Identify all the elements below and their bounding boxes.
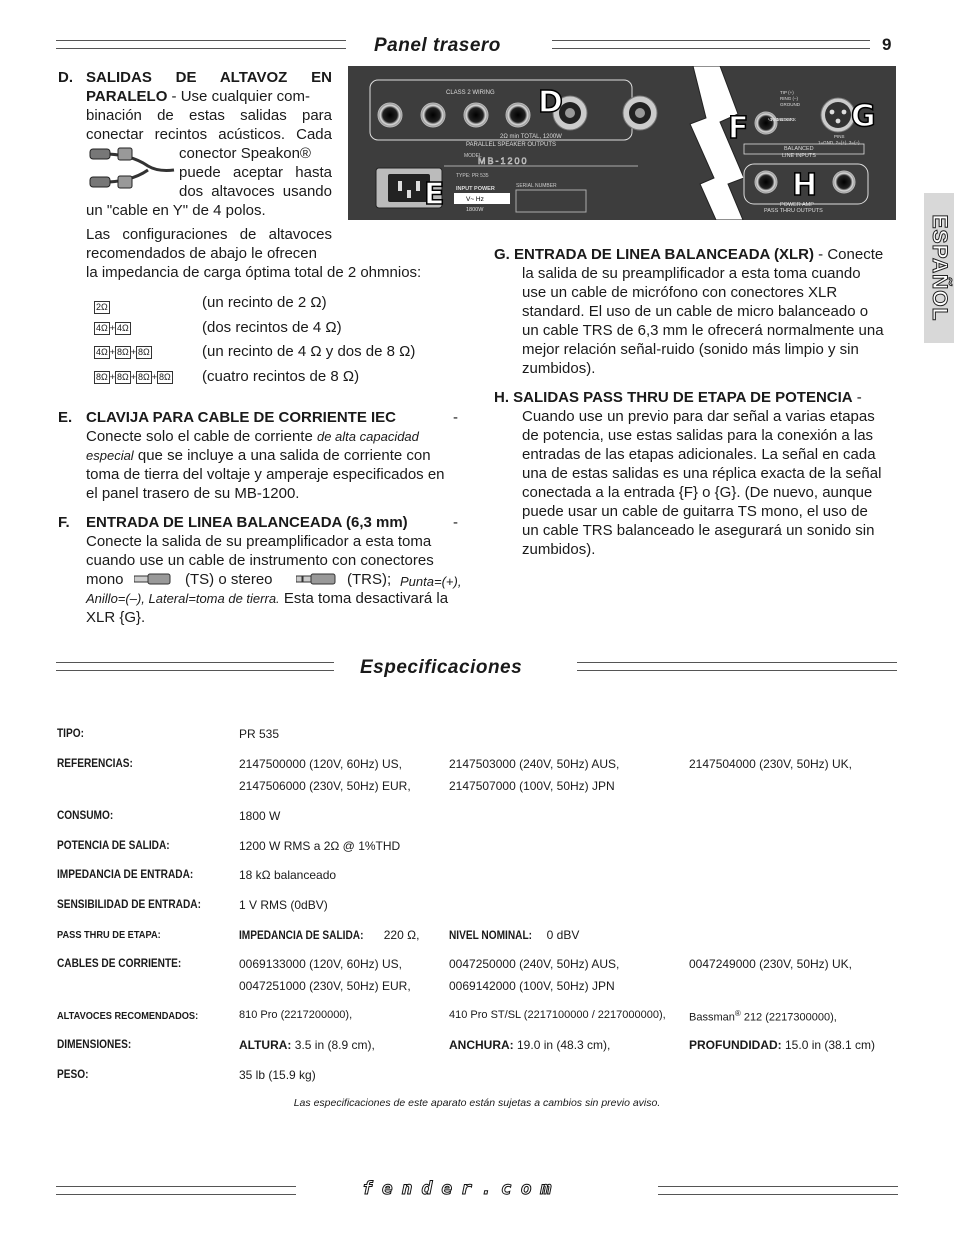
section-g-line1 bbox=[494, 245, 883, 264]
speaker-out-label: PARALLEL SPEAKER OUTPUTS bbox=[466, 142, 557, 148]
spec-label-cables: CABLES DE CORRIENTE: bbox=[57, 958, 182, 970]
section-e-text-1b: de alta capacidad bbox=[316, 429, 419, 444]
callout-g: G bbox=[851, 99, 876, 134]
volts-label: V~ Hz bbox=[466, 196, 484, 203]
section-h-text-2: de potencia, use estas salidas para la conexión a las bbox=[522, 427, 874, 444]
footer-rule-left-bottom bbox=[56, 1194, 296, 1195]
section-d-text-6: dos altavoces usando bbox=[179, 183, 332, 200]
spec-passthru-c1-value: 220 Ω, bbox=[380, 928, 420, 942]
section-d-text-1: - Use cualquier com- bbox=[167, 88, 310, 105]
power-amp-label: POWER AMP bbox=[780, 202, 814, 208]
section-d-text-7: un "cable en Y" de 4 polos. bbox=[86, 202, 266, 219]
ohm-icon: 2Ω bbox=[96, 302, 108, 312]
section-h-line1 bbox=[494, 388, 862, 407]
spec-ref-c2a: 2147503000 (240V, 50Hz) AUS, bbox=[449, 757, 620, 771]
section-f-text-3a: mono bbox=[86, 571, 124, 588]
stereo-plug-icon bbox=[296, 572, 342, 590]
spec-value-sensibilidad: 1 V RMS (0dBV) bbox=[239, 898, 328, 912]
config-icons-3: 4Ω + 8Ω + 8Ω bbox=[96, 347, 150, 357]
config-icons-4: 8Ω + 8Ω + 8Ω + 8Ω bbox=[96, 372, 171, 382]
spec-value-tipo: PR 535 bbox=[239, 727, 280, 741]
ring-label: RING (–) bbox=[780, 96, 798, 101]
class2-label: CLASS 2 WIRING bbox=[446, 90, 495, 96]
section-e-text-2a: especial bbox=[86, 448, 134, 463]
ohm-icon: 4Ω bbox=[117, 323, 129, 333]
pins-label: PINS bbox=[834, 134, 845, 139]
section-f-text-4b: Esta toma desactivará la bbox=[279, 590, 449, 607]
spec-label-consumo: CONSUMO: bbox=[57, 810, 114, 822]
section-h-text-5: conectada a la entrada {F} o {G}. (De nuevo, aunque bbox=[522, 484, 873, 501]
specs-rule-right-top bbox=[577, 662, 897, 663]
spec-label-referencias: REFERENCIAS: bbox=[57, 758, 133, 770]
section-g-text-2: la salida de su preamplificador a esta toma cuando bbox=[522, 265, 861, 282]
mono-plug-icon bbox=[134, 572, 178, 590]
section-f-label: F. bbox=[58, 514, 70, 531]
spec-dim-anchura bbox=[449, 1038, 610, 1052]
section-f-dash: - bbox=[453, 514, 458, 531]
spec-dim-altura bbox=[239, 1038, 375, 1052]
spec-passthru-c2-value: 0 dBV bbox=[543, 928, 580, 942]
ohm-icon: 8Ω bbox=[96, 372, 108, 382]
section-g-text-3: use un cable de micrófono con conectores XLR bbox=[522, 284, 838, 301]
spec-cable-c2a: 0047250000 (240V, 50Hz) AUS, bbox=[449, 957, 620, 971]
language-tab bbox=[924, 193, 954, 343]
section-d-para2-1: Las configuraciones de altavoces bbox=[86, 226, 332, 243]
ohm-icon: 8Ω bbox=[159, 372, 171, 382]
model-label: MB-1200 bbox=[478, 156, 529, 166]
spec-dim-profundidad bbox=[689, 1038, 875, 1052]
spec-label-dimensiones: DIMENSIONES: bbox=[57, 1039, 132, 1051]
specs-title: Especificaciones bbox=[360, 657, 523, 678]
spec-label-passthru: PASS THRU DE ETAPA: bbox=[57, 929, 161, 941]
spec-altavoces-c3-name: Bassman bbox=[689, 1011, 735, 1024]
spec-value-potencia: 1200 W RMS a 2Ω @ 1%THD bbox=[239, 839, 401, 853]
footer-url: fender.com bbox=[362, 1178, 561, 1199]
serial-label: SERIAL NUMBER bbox=[516, 183, 557, 189]
section-g-text-4: standard. El uso de un cable de micro balanceado o bbox=[522, 303, 869, 320]
spec-label-sensibilidad: SENSIBILIDAD DE ENTRADA: bbox=[57, 899, 201, 911]
jack-note: ¼" JACK DISABLES XLR JACK bbox=[768, 117, 796, 122]
callout-d: D bbox=[538, 85, 563, 120]
spec-ref-c3a: 2147504000 (230V, 50Hz) UK, bbox=[689, 757, 853, 771]
ohm-icon: 8Ω bbox=[117, 372, 129, 382]
spec-cable-c2b: 0069142000 (100V, 50Hz) JPN bbox=[449, 979, 615, 993]
section-e-title: CLAVIJA PARA CABLE DE CORRIENTE IEC bbox=[86, 409, 397, 426]
spec-label-altavoces: ALTAVOCES RECOMENDADOS: bbox=[57, 1010, 199, 1022]
section-g-text-6: mejor relación señal-ruido (sonido más limpio y sin bbox=[522, 341, 859, 358]
spec-altavoces-c3: Bassman® 212 (2217300000), bbox=[689, 1009, 837, 1024]
config-icons-2: 4Ω + 4Ω bbox=[96, 323, 129, 333]
footer-rule-left-top bbox=[56, 1186, 296, 1187]
spec-passthru-c1-label: IMPEDANCIA DE SALIDA: bbox=[239, 930, 364, 942]
callout-h: H bbox=[792, 168, 818, 203]
config-text-1: (un recinto de 2 Ω) bbox=[202, 294, 327, 311]
specs-rule-left-bottom bbox=[56, 670, 334, 671]
spec-label-tipo: TIPO: bbox=[57, 728, 84, 740]
section-f-text-2: cuando use un cable de instrumento con conectores bbox=[86, 552, 434, 569]
y-cable-icon bbox=[88, 146, 176, 192]
header-rule-right-top bbox=[552, 40, 870, 41]
specs-rule-right-bottom bbox=[577, 670, 897, 671]
speaker-out-spec: 2Ω min TOTAL, 1200W bbox=[500, 134, 562, 140]
pass-thru-label: PASS THRU OUTPUTS bbox=[764, 208, 823, 214]
ohm-icon: 8Ω bbox=[117, 347, 129, 357]
callout-e: E bbox=[424, 177, 445, 212]
spec-ref-c1a: 2147500000 (120V, 60Hz) US, bbox=[239, 757, 403, 771]
section-d-label: D. bbox=[58, 69, 73, 86]
section-e-text-2b: que se incluye a una salida de corriente con bbox=[133, 447, 431, 464]
spec-altavoces-c1: 810 Pro (2217200000), bbox=[239, 1009, 353, 1021]
section-h-text-8: zumbidos). bbox=[522, 541, 596, 558]
spec-passthru-c1 bbox=[239, 928, 419, 942]
section-f-line4 bbox=[86, 589, 448, 608]
section-e-text-3: toma de tierra del voltaje y amperaje especificados en bbox=[86, 466, 445, 483]
section-f-text-4a: Anillo=(–), Lateral=toma de tierra. bbox=[86, 591, 280, 606]
language-tab-label: ESPAÑOL bbox=[928, 214, 951, 322]
specs-rule-left-top bbox=[56, 662, 334, 663]
spec-cable-c1a: 0069133000 (120V, 60Hz) US, bbox=[239, 957, 403, 971]
spec-label-peso: PESO: bbox=[57, 1069, 89, 1081]
tip-label: TIP (+) bbox=[780, 90, 794, 95]
config-icons-1 bbox=[94, 297, 110, 315]
balanced-label: BALANCED bbox=[784, 146, 814, 152]
config-text-2: (dos recintos de 4 Ω) bbox=[202, 319, 342, 336]
section-h-text-3: entradas de las etapas adicionales. La señal en cada bbox=[522, 446, 876, 463]
line-inputs-label: LINE INPUTS bbox=[782, 153, 816, 159]
section-e-label: E. bbox=[58, 409, 73, 426]
spec-dim-profundidad-label: PROFUNDIDAD: bbox=[689, 1038, 782, 1052]
spec-ref-c1b: 2147506000 (230V, 50Hz) EUR, bbox=[239, 779, 411, 793]
callout-f: F bbox=[728, 111, 749, 146]
watts-label: 1800W bbox=[466, 207, 484, 213]
ground-label: GROUND bbox=[780, 102, 800, 107]
section-g-text-5: un cable TRS de 6,3 mm le ofrecerá normalmente una bbox=[522, 322, 884, 339]
section-f-text-3d: Punta=(+), bbox=[400, 574, 462, 589]
ohm-icon: 4Ω bbox=[96, 347, 108, 357]
section-h-text-7: un cable TRS balanceado le asegurará un sonido sin bbox=[522, 522, 875, 539]
spec-value-consumo: 1800 W bbox=[239, 809, 281, 823]
section-f-text-3b: (TS) o stereo bbox=[185, 571, 273, 588]
spec-value-peso: 35 lb (15.9 kg) bbox=[239, 1068, 316, 1082]
spec-passthru-c2 bbox=[449, 928, 579, 942]
section-g-title: G. ENTRADA DE LINEA BALANCEADA (XLR) bbox=[494, 246, 814, 263]
specs-disclaimer: Las especificaciones de este aparato están sujetas a cambios sin previo aviso. bbox=[293, 1097, 661, 1109]
section-d-line1 bbox=[86, 87, 332, 106]
section-h-dash: - bbox=[852, 389, 862, 406]
header-rule-left-bottom bbox=[56, 48, 346, 49]
spec-passthru-c2-label: NIVEL NOMINAL: bbox=[449, 930, 533, 942]
pins-detail: 1=GND, 2=(+), 3=(–) bbox=[818, 140, 860, 145]
header-rule-right-bottom bbox=[552, 48, 870, 49]
section-d-title: SALIDAS DE ALTAVOZ EN bbox=[86, 69, 332, 86]
spec-altavoces-c2: 410 Pro ST/SL (2217100000 / 2217000000), bbox=[449, 1009, 666, 1021]
spec-dim-anchura-value: 19.0 in (48.3 cm), bbox=[513, 1038, 611, 1052]
footer-rule-right-top bbox=[658, 1186, 898, 1187]
ohm-icon: 8Ω bbox=[138, 347, 150, 357]
spec-dim-anchura-label: ANCHURA: bbox=[449, 1038, 514, 1052]
spec-dim-altura-label: ALTURA: bbox=[239, 1038, 292, 1052]
page-number: 9 bbox=[882, 35, 892, 54]
spec-label-potencia: POTENCIA DE SALIDA: bbox=[57, 840, 170, 852]
section-h-text-4: una de estas salidas es una réplica exacta de la señal bbox=[522, 465, 882, 482]
section-g-text-7: zumbidos). bbox=[522, 360, 596, 377]
footer-rule-right-bottom bbox=[658, 1194, 898, 1195]
spec-dim-profundidad-value: 15.0 in (38.1 cm) bbox=[781, 1038, 876, 1052]
section-e-text-1a: Conecte solo el cable de corriente bbox=[86, 428, 317, 445]
model-small-label: MODEL bbox=[464, 153, 482, 159]
section-g-text-1: - Conecte bbox=[814, 246, 884, 263]
section-h-title: H. SALIDAS PASS THRU DE ETAPA DE POTENCIA bbox=[494, 389, 853, 406]
section-e-text-4: el panel trasero de su MB-1200. bbox=[86, 485, 300, 502]
config-text-3: (un recinto de 4 Ω y dos de 8 Ω) bbox=[202, 343, 416, 360]
ohm-icon: 4Ω bbox=[96, 323, 108, 333]
section-h-text-6: puede usar un cable de guitarra TS mono, el uso de bbox=[522, 503, 868, 520]
section-d-text-4: conector Speakon® bbox=[179, 145, 311, 162]
section-title: Panel trasero bbox=[374, 35, 501, 56]
spec-ref-c2b: 2147507000 (100V, 50Hz) JPN bbox=[449, 779, 615, 793]
section-d-para2-2: recomendados de abajo le ofrecen bbox=[86, 245, 317, 262]
section-d-text-2: binación de estas salidas para bbox=[86, 107, 332, 124]
section-e-line1 bbox=[86, 427, 419, 446]
section-e-dash: - bbox=[453, 409, 458, 426]
section-d-para2-3: la impedancia de carga óptima total de 2 ohmnios: bbox=[86, 264, 422, 281]
section-d-text-3: conectar recintos acústicos. Cada bbox=[86, 126, 332, 143]
section-f-text-3c: (TRS); bbox=[347, 571, 392, 588]
spec-label-impedancia: IMPEDANCIA DE ENTRADA: bbox=[57, 869, 194, 881]
spec-dim-altura-value: 3.5 in (8.9 cm), bbox=[291, 1038, 375, 1052]
spec-value-impedancia: 18 kΩ balanceado bbox=[239, 868, 337, 882]
rear-panel-illustration bbox=[348, 66, 896, 220]
ohm-icon: 8Ω bbox=[138, 372, 150, 382]
spec-cable-c3a: 0047249000 (230V, 50Hz) UK, bbox=[689, 957, 853, 971]
section-h-text-1: Cuando use un previo para dar señal a varias etapas bbox=[522, 408, 875, 425]
section-f-text-5: XLR {G}. bbox=[86, 609, 146, 626]
section-e-line2 bbox=[86, 446, 431, 465]
input-power-label: INPUT POWER bbox=[456, 186, 495, 192]
type-label: TYPE: PR 535 bbox=[456, 173, 489, 179]
section-d-text-5: puede aceptar hasta bbox=[179, 164, 332, 181]
spec-cable-c1b: 0047251000 (230V, 50Hz) EUR, bbox=[239, 979, 411, 993]
section-f-title: ENTRADA DE LINEA BALANCEADA (6,3 mm) bbox=[86, 514, 408, 531]
section-f-text-1: Conecte la salida de su preamplificador a esta toma bbox=[86, 533, 432, 550]
config-text-4: (cuatro recintos de 8 Ω) bbox=[202, 368, 360, 385]
spec-altavoces-c3-model: 212 (2217300000), bbox=[740, 1011, 837, 1024]
section-d-title-cont: PARALELO bbox=[86, 88, 168, 105]
header-rule-left-top bbox=[56, 40, 346, 41]
